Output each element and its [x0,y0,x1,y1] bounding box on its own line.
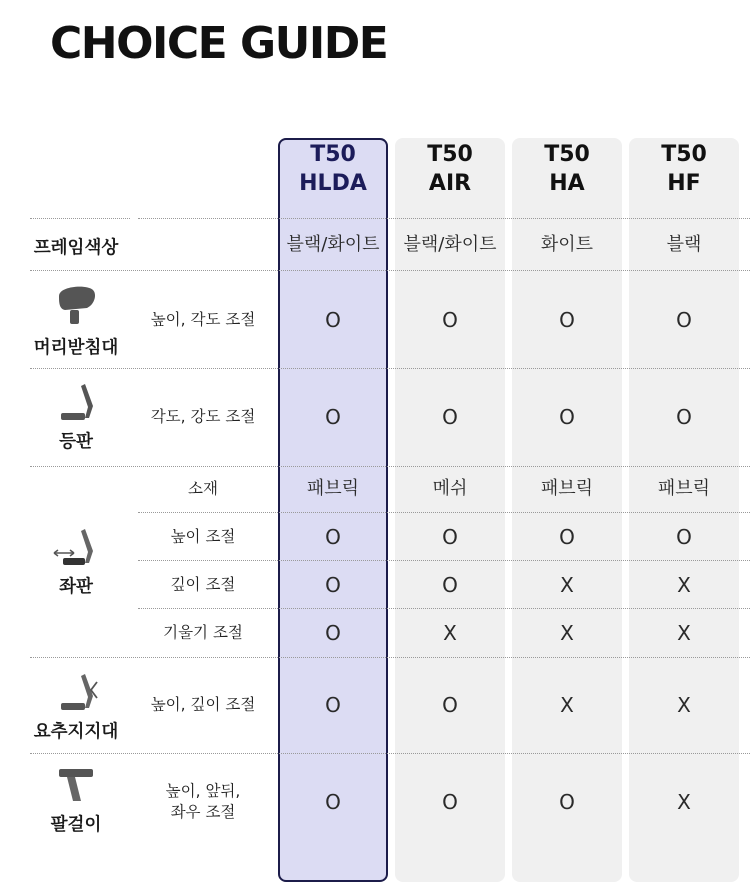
value-cell: O [325,621,341,645]
value-cell: O [325,693,341,717]
column-header-ha [512,140,622,198]
group-seat [22,525,130,598]
value-cell: O [559,405,575,429]
column-header-line1: T50 [427,142,473,167]
value-cell: X [443,621,457,645]
value-cell: X [560,621,574,645]
frame-color-value: 화이트 [540,234,594,255]
column-header-line2: HA [549,171,585,196]
column-header-line2: HLDA [299,171,367,196]
column-header-line1: T50 [310,142,356,167]
group-label: 좌판 [59,577,93,597]
sub-label-armrest [140,781,266,823]
row-divider [30,270,750,271]
value-cell: O [325,790,341,814]
value-cell: O [559,525,575,549]
row-divider [30,466,750,467]
row-divider [138,512,750,513]
value-cell: O [325,525,341,549]
sub-label: 높이 조절 [170,527,236,546]
sub-label: 깊이 조절 [170,575,236,594]
group-headrest [22,282,130,359]
value-cell: X [677,693,691,717]
frame-color-value: 블랙/화이트 [286,234,380,255]
row-divider [30,218,130,219]
value-cell: O [325,405,341,429]
sub-label: 높이, 각도 조절 [150,310,256,329]
row-divider [138,560,750,561]
column-header-line1: T50 [544,142,590,167]
sub-label-line: 높이, 앞뒤, [165,782,241,800]
armrest-icon [51,763,101,809]
column-header-line1: T50 [661,142,707,167]
headrest-icon [51,282,101,332]
value-cell: X [677,790,691,814]
value-cell: 패브릭 [657,478,711,499]
group-lumbar [22,670,130,743]
row-divider [30,753,750,754]
page-title: CHOICE GUIDE [50,18,388,69]
row-divider [138,608,750,609]
row-divider [30,368,750,369]
group-backrest [22,380,130,453]
group-label: 팔걸이 [50,815,102,835]
value-cell: O [442,405,458,429]
value-cell: O [559,308,575,332]
frame-color-label-cell [22,232,130,259]
value-cell: X [677,621,691,645]
row-divider [138,218,750,219]
group-label: 머리받침대 [33,338,119,358]
sub-label-line: 좌우 조절 [170,803,236,821]
value-cell: 패브릭 [540,478,594,499]
value-cell: O [559,790,575,814]
value-cell: O [676,525,692,549]
value-cell: X [677,573,691,597]
frame-color-value: 블랙 [666,234,702,255]
value-cell: O [676,405,692,429]
value-cell: O [325,308,341,332]
column-header-hlda [278,140,388,198]
sub-label: 소재 [188,479,218,498]
sub-label: 기울기 조절 [163,623,243,642]
value-cell: O [442,573,458,597]
frame-color-value: 블랙/화이트 [403,234,497,255]
value-cell: O [442,790,458,814]
sub-label: 각도, 강도 조절 [150,407,256,426]
value-cell: O [325,573,341,597]
group-armrest [22,763,130,836]
seat-icon [51,525,101,571]
value-cell: X [560,693,574,717]
sub-label: 높이, 깊이 조절 [150,695,256,714]
column-header-air [395,140,505,198]
column-header-line2: HF [667,171,701,196]
value-cell: O [442,693,458,717]
group-label: 등판 [59,432,93,452]
value-cell: 메쉬 [432,478,468,499]
value-cell: 패브릭 [306,478,360,499]
row-divider [30,657,750,658]
column-header-line2: AIR [428,171,472,196]
value-cell: X [560,573,574,597]
value-cell: O [442,525,458,549]
frame-color-label: 프레임색상 [33,238,119,258]
group-label: 요추지지대 [33,722,119,742]
value-cell: O [442,308,458,332]
value-cell: O [676,308,692,332]
column-header-hf [629,140,739,198]
lumbar-support-icon [51,670,101,716]
backrest-icon [51,380,101,426]
